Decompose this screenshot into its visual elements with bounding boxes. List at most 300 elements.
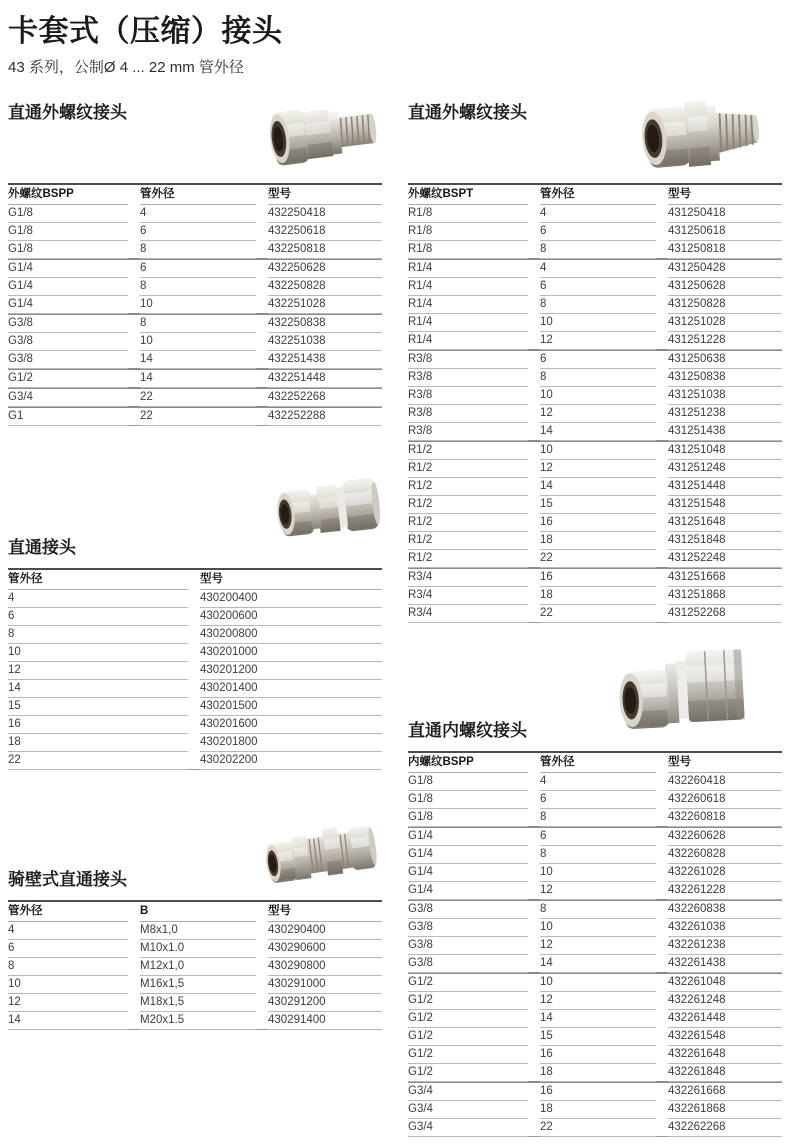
table-cell: 431251648 — [668, 514, 782, 532]
section-male-stud-bspt — [408, 96, 782, 623]
table-cell: G1/4 — [408, 828, 528, 846]
table-row — [8, 716, 382, 734]
table-row — [408, 205, 782, 223]
table-cell: R3/4 — [408, 605, 528, 623]
table-cell: G1/2 — [408, 992, 528, 1010]
bspp-female-parts-table — [408, 751, 782, 1137]
table-row — [408, 828, 782, 846]
table-cell: 10 — [540, 974, 656, 992]
table-cell: 430200600 — [200, 608, 382, 626]
table-row — [408, 1083, 782, 1101]
table-cell: M16x1,5 — [140, 976, 256, 994]
table-cell: G1/4 — [408, 846, 528, 864]
bulkhead-parts-table — [8, 900, 382, 1030]
table-cell: 432261248 — [668, 992, 782, 1010]
table-cell: 22 — [140, 408, 256, 426]
table-cell: 431251548 — [668, 496, 782, 514]
table-cell: 432251038 — [268, 333, 382, 351]
table-row — [408, 442, 782, 460]
table-cell: 8 — [140, 241, 256, 259]
column-header: 型号 — [200, 570, 382, 590]
table-row — [8, 260, 382, 278]
bspp-male-parts-table — [8, 183, 382, 426]
table-cell: 10 — [540, 387, 656, 405]
table-row — [408, 532, 782, 550]
table-cell: R1/4 — [408, 260, 528, 278]
table-cell: 432261438 — [668, 955, 782, 973]
section-header-area — [8, 426, 382, 568]
table-cell: 15 — [540, 1028, 656, 1046]
table-row — [408, 919, 782, 937]
table-cell: 430290800 — [268, 958, 382, 976]
table-row — [408, 937, 782, 955]
table-cell: 22 — [140, 389, 256, 407]
table-row — [408, 369, 782, 387]
table-row — [8, 296, 382, 314]
bspt-male-parts-table — [408, 183, 782, 623]
table-cell: 10 — [540, 864, 656, 882]
table-cell: 4 — [140, 205, 256, 223]
table-cell: 22 — [540, 550, 656, 568]
table-cell: 8 — [540, 809, 656, 827]
table-cell: 16 — [540, 569, 656, 587]
table-cell: 12 — [540, 937, 656, 955]
table-cell: R1/2 — [408, 550, 528, 568]
table-header-row — [408, 183, 782, 205]
column-header: 管外径 — [540, 753, 656, 773]
table-cell: G1/8 — [8, 223, 128, 241]
table-cell: 18 — [540, 587, 656, 605]
table-cell: 6 — [540, 791, 656, 809]
column-header: 内螺纹BSPP — [408, 753, 528, 773]
table-cell: R3/4 — [408, 587, 528, 605]
table-cell: 431251868 — [668, 587, 782, 605]
table-cell: G1/2 — [8, 370, 128, 388]
table-cell: 18 — [540, 1101, 656, 1119]
table-cell: 6 — [540, 351, 656, 369]
table-cell: 430200800 — [200, 626, 382, 644]
table-row — [408, 223, 782, 241]
column-header: 型号 — [268, 185, 382, 205]
right-column — [408, 96, 782, 1137]
table-row — [408, 260, 782, 278]
table-cell: 431251448 — [668, 478, 782, 496]
table-cell: R1/2 — [408, 496, 528, 514]
table-row — [408, 1064, 782, 1082]
table-cell: 4 — [540, 773, 656, 791]
table-cell: 15 — [540, 496, 656, 514]
table-cell: 431250838 — [668, 369, 782, 387]
table-cell: 430291400 — [268, 1012, 382, 1030]
table-row — [8, 1012, 382, 1030]
table-cell: 22 — [540, 605, 656, 623]
table-row — [8, 278, 382, 296]
table-cell: 430290400 — [268, 922, 382, 940]
table-cell: 16 — [540, 1046, 656, 1064]
section-header-area — [408, 623, 782, 751]
table-cell: 432261028 — [668, 864, 782, 882]
table-cell: G3/8 — [408, 937, 528, 955]
table-cell: 432261848 — [668, 1064, 782, 1082]
table-cell: 8 — [540, 846, 656, 864]
table-cell: 431250628 — [668, 278, 782, 296]
table-row — [408, 278, 782, 296]
table-cell: 10 — [140, 333, 256, 351]
table-cell: R1/4 — [408, 278, 528, 296]
table-cell: 431252248 — [668, 550, 782, 568]
table-row — [8, 734, 382, 752]
table-row — [408, 550, 782, 568]
table-cell: 8 — [140, 315, 256, 333]
table-cell: 6 — [8, 608, 188, 626]
table-cell: G3/8 — [8, 333, 128, 351]
table-row — [8, 389, 382, 407]
table-row — [408, 1028, 782, 1046]
table-row — [8, 351, 382, 369]
table-row — [408, 901, 782, 919]
table-cell: G1/2 — [408, 1046, 528, 1064]
table-header-row — [8, 900, 382, 922]
table-cell: 4 — [540, 260, 656, 278]
section-bulkhead-union — [8, 770, 382, 1030]
table-cell: 14 — [8, 1012, 128, 1030]
table-cell: R1/2 — [408, 478, 528, 496]
table-cell: 431250818 — [668, 241, 782, 259]
table-row — [408, 496, 782, 514]
table-row — [408, 569, 782, 587]
table-cell: 4 — [540, 205, 656, 223]
table-cell: 431250418 — [668, 205, 782, 223]
table-cell: G1/8 — [8, 241, 128, 259]
table-cell: 10 — [8, 644, 188, 662]
table-row — [408, 882, 782, 900]
table-row — [8, 698, 382, 716]
table-row — [408, 864, 782, 882]
table-cell: 432261668 — [668, 1083, 782, 1101]
table-cell: G1/4 — [8, 260, 128, 278]
male-stud-taper-fitting-photo — [628, 90, 780, 182]
table-cell: 14 — [8, 680, 188, 698]
table-cell: 6 — [540, 223, 656, 241]
table-row — [408, 1010, 782, 1028]
table-row — [408, 974, 782, 992]
table-row — [8, 408, 382, 426]
male-stud-fitting-photo — [268, 94, 386, 180]
table-row — [408, 423, 782, 441]
female-fitting-photo — [614, 643, 782, 739]
table-row — [408, 605, 782, 623]
table-cell: G3/8 — [8, 315, 128, 333]
table-cell: 431251848 — [668, 532, 782, 550]
table-cell: 432262268 — [668, 1119, 782, 1137]
table-cell: 432250818 — [268, 241, 382, 259]
table-cell: G1/2 — [408, 1064, 528, 1082]
table-cell: 12 — [540, 405, 656, 423]
table-cell: 432261048 — [668, 974, 782, 992]
table-cell: 10 — [140, 296, 256, 314]
table-cell: R3/8 — [408, 423, 528, 441]
section-heading: 直通外螺纹接头 — [8, 103, 127, 122]
left-column — [8, 96, 382, 1030]
table-row — [408, 955, 782, 973]
table-cell: G1/8 — [408, 791, 528, 809]
section-heading: 直通接头 — [8, 538, 76, 557]
table-cell: 432250628 — [268, 260, 382, 278]
table-row — [408, 809, 782, 827]
table-row — [8, 958, 382, 976]
table-cell: G3/4 — [408, 1083, 528, 1101]
table-cell: G1/4 — [408, 864, 528, 882]
table-cell: G1 — [8, 408, 128, 426]
table-cell: 18 — [540, 532, 656, 550]
table-cell: 8 — [540, 241, 656, 259]
table-cell: R1/2 — [408, 442, 528, 460]
table-cell: 12 — [540, 332, 656, 350]
column-header: 管外径 — [8, 570, 188, 590]
table-cell: 10 — [540, 314, 656, 332]
table-row — [408, 241, 782, 259]
table-cell: 4 — [8, 922, 128, 940]
table-row — [408, 460, 782, 478]
table-cell: 8 — [140, 278, 256, 296]
column-header: B — [140, 902, 256, 922]
table-cell: M18x1,5 — [140, 994, 256, 1012]
table-cell: 432250618 — [268, 223, 382, 241]
table-cell: 432261448 — [668, 1010, 782, 1028]
table-cell: 432261038 — [668, 919, 782, 937]
table-cell: 12 — [8, 994, 128, 1012]
table-row — [8, 976, 382, 994]
table-cell: 430201800 — [200, 734, 382, 752]
section-female-bspp — [408, 623, 782, 1137]
table-cell: 432251028 — [268, 296, 382, 314]
page-header — [8, 6, 283, 77]
table-cell: G1/2 — [408, 974, 528, 992]
table-cell: G1/8 — [408, 809, 528, 827]
table-cell: 430201200 — [200, 662, 382, 680]
table-cell: 432261648 — [668, 1046, 782, 1064]
table-cell: G1/8 — [8, 205, 128, 223]
section-header-area — [8, 96, 382, 183]
table-cell: 14 — [540, 423, 656, 441]
table-cell: 432260628 — [668, 828, 782, 846]
table-cell: G1/4 — [408, 882, 528, 900]
table-cell: R3/8 — [408, 405, 528, 423]
table-cell: R3/8 — [408, 351, 528, 369]
table-cell: 432260818 — [668, 809, 782, 827]
section-heading: 骑壁式直通接头 — [8, 870, 127, 889]
table-cell: 431251668 — [668, 569, 782, 587]
table-cell: 432250828 — [268, 278, 382, 296]
table-cell: 431250638 — [668, 351, 782, 369]
table-cell: 430291000 — [268, 976, 382, 994]
table-cell: R3/8 — [408, 369, 528, 387]
table-cell: G1/4 — [8, 278, 128, 296]
table-cell: 22 — [8, 752, 188, 770]
table-cell: 432251448 — [268, 370, 382, 388]
table-cell: R3/8 — [408, 387, 528, 405]
table-cell: G1/2 — [408, 1028, 528, 1046]
table-cell: 431251228 — [668, 332, 782, 350]
table-cell: 10 — [8, 976, 128, 994]
table-row — [8, 940, 382, 958]
column-header: 外螺纹BSPT — [408, 185, 528, 205]
table-cell: 10 — [540, 919, 656, 937]
table-cell: 6 — [540, 828, 656, 846]
table-cell: G1/2 — [408, 1010, 528, 1028]
table-cell: 431251028 — [668, 314, 782, 332]
table-cell: 431251438 — [668, 423, 782, 441]
table-row — [408, 587, 782, 605]
table-cell: 432251438 — [268, 351, 382, 369]
table-cell: R1/2 — [408, 514, 528, 532]
table-cell: 14 — [540, 1010, 656, 1028]
column-header: 管外径 — [140, 185, 256, 205]
table-cell: 430291200 — [268, 994, 382, 1012]
table-cell: 16 — [8, 716, 188, 734]
table-row — [408, 1101, 782, 1119]
column-header: 型号 — [668, 185, 782, 205]
column-header: 管外径 — [540, 185, 656, 205]
table-cell: 8 — [540, 901, 656, 919]
table-cell: R1/2 — [408, 460, 528, 478]
table-row — [408, 791, 782, 809]
section-header-area — [8, 770, 382, 900]
table-cell: M8x1,0 — [140, 922, 256, 940]
section-heading: 直通内螺纹接头 — [408, 721, 527, 740]
table-cell: 431251048 — [668, 442, 782, 460]
table-cell: R1/4 — [408, 332, 528, 350]
table-cell: 12 — [540, 882, 656, 900]
table-cell: 14 — [540, 478, 656, 496]
table-cell: 8 — [540, 369, 656, 387]
table-row — [408, 1119, 782, 1137]
table-cell: 4 — [8, 590, 188, 608]
table-row — [8, 994, 382, 1012]
union-fitting-photo — [272, 468, 388, 554]
table-cell: 432261238 — [668, 937, 782, 955]
table-cell: 8 — [8, 958, 128, 976]
bulkhead-union-fitting-photo — [264, 810, 386, 896]
table-row — [8, 608, 382, 626]
table-cell: R1/8 — [408, 205, 528, 223]
table-header-row — [408, 751, 782, 773]
table-row — [408, 332, 782, 350]
table-cell: G3/8 — [408, 919, 528, 937]
table-cell: 430202200 — [200, 752, 382, 770]
table-cell: 16 — [540, 1083, 656, 1101]
table-cell: 430200400 — [200, 590, 382, 608]
table-row — [408, 351, 782, 369]
column-header: 型号 — [668, 753, 782, 773]
page-subtitle: 43 系列，公制Ø 4 ... 22 mm 管外径 — [8, 59, 244, 76]
table-row — [408, 314, 782, 332]
table-cell: 16 — [540, 514, 656, 532]
table-row — [408, 405, 782, 423]
table-row — [408, 478, 782, 496]
table-cell: R1/4 — [408, 314, 528, 332]
table-row — [8, 223, 382, 241]
table-cell: R1/2 — [408, 532, 528, 550]
table-row — [408, 387, 782, 405]
table-cell: 431251248 — [668, 460, 782, 478]
table-header-row — [8, 183, 382, 205]
table-cell: 432261868 — [668, 1101, 782, 1119]
table-cell: G3/8 — [8, 351, 128, 369]
table-cell: 14 — [540, 955, 656, 973]
table-cell: 12 — [540, 992, 656, 1010]
table-cell: 10 — [540, 442, 656, 460]
table-cell: 8 — [540, 296, 656, 314]
section-male-stud-bspp — [8, 96, 382, 426]
table-cell: R3/4 — [408, 569, 528, 587]
table-row — [8, 315, 382, 333]
table-cell: 8 — [8, 626, 188, 644]
table-cell: 432260838 — [668, 901, 782, 919]
table-cell: M12x1,0 — [140, 958, 256, 976]
table-cell: 430201500 — [200, 698, 382, 716]
table-cell: 431250428 — [668, 260, 782, 278]
table-cell: 431251238 — [668, 405, 782, 423]
table-cell: R1/4 — [408, 296, 528, 314]
table-cell: 14 — [140, 370, 256, 388]
table-row — [408, 846, 782, 864]
table-cell: 431250828 — [668, 296, 782, 314]
table-cell: 6 — [140, 223, 256, 241]
table-cell: 432252268 — [268, 389, 382, 407]
page-title: 卡套式（压缩）接头 — [8, 15, 283, 48]
table-cell: 432261548 — [668, 1028, 782, 1046]
table-cell: 431250618 — [668, 223, 782, 241]
table-cell: 432261228 — [668, 882, 782, 900]
table-cell: 432250838 — [268, 315, 382, 333]
section-union — [8, 426, 382, 770]
table-cell: 6 — [8, 940, 128, 958]
table-cell: 430201600 — [200, 716, 382, 734]
table-cell: 432260418 — [668, 773, 782, 791]
table-cell: 432260828 — [668, 846, 782, 864]
table-cell: 430201400 — [200, 680, 382, 698]
table-row — [8, 662, 382, 680]
table-cell: 22 — [540, 1119, 656, 1137]
table-cell: R1/8 — [408, 241, 528, 259]
table-cell: 12 — [540, 460, 656, 478]
table-cell: G1/8 — [408, 773, 528, 791]
table-cell: 18 — [540, 1064, 656, 1082]
table-row — [408, 296, 782, 314]
table-row — [8, 590, 382, 608]
table-cell: G3/4 — [408, 1101, 528, 1119]
table-row — [408, 1046, 782, 1064]
table-row — [8, 922, 382, 940]
table-cell: 14 — [140, 351, 256, 369]
table-cell: M10x1.0 — [140, 940, 256, 958]
table-cell: 18 — [8, 734, 188, 752]
table-cell: M20x1.5 — [140, 1012, 256, 1030]
table-cell: R1/8 — [408, 223, 528, 241]
table-cell: 432252288 — [268, 408, 382, 426]
table-row — [8, 626, 382, 644]
table-row — [408, 773, 782, 791]
table-row — [8, 680, 382, 698]
table-row — [8, 752, 382, 770]
table-row — [408, 514, 782, 532]
table-row — [408, 992, 782, 1010]
section-heading: 直通外螺纹接头 — [408, 103, 527, 122]
table-cell: 6 — [140, 260, 256, 278]
table-row — [8, 644, 382, 662]
column-header: 管外径 — [8, 902, 128, 922]
